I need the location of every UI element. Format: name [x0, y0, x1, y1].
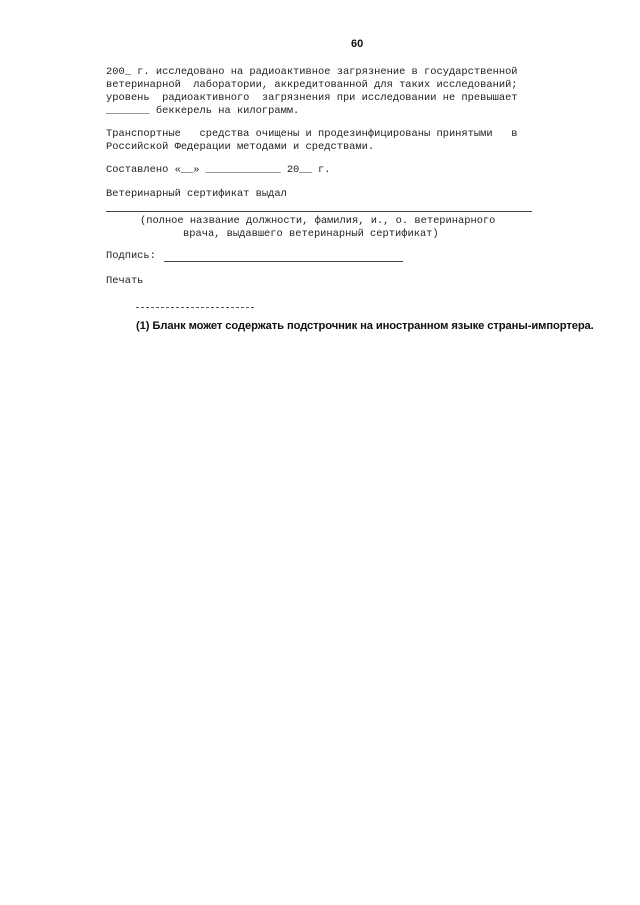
signature-label: Подпись: [106, 250, 156, 262]
lab-line-4: _______ беккерель на килограмм. [106, 105, 300, 117]
issuer-caption-1: (полное название должности, фамилия, и., о. ветеринарного [140, 215, 496, 227]
transport-line-2: Российской Федерации методами и средствами. [106, 141, 375, 153]
lab-line-2: ветеринарной лаборатории, аккредитованной для таких исследований; [106, 79, 518, 91]
transport-line-1: Транспортные средства очищены и продезинфицированы принятыми в [106, 128, 518, 140]
page-number: 60 [351, 38, 364, 50]
signature-line [164, 261, 403, 262]
footnote: (1) Бланк может содержать подстрочник на иностранном языке страны-импортера. [136, 320, 594, 332]
lab-line-1: 200_ г. исследовано на радиоактивное загрязнение в государственной [106, 66, 518, 78]
seal-label: Печать [106, 275, 144, 287]
footnote-separator [136, 307, 254, 308]
issuer-caption-2: врача, выдавшего ветеринарный сертификат) [183, 228, 439, 240]
issuer-label: Ветеринарный сертификат выдал [106, 188, 287, 200]
issuer-name-line [106, 211, 532, 212]
lab-line-3: уровень радиоактивного загрязнения при исследовании не превышает [106, 92, 518, 104]
compiled-date-line: Составлено «__» ____________ 20__ г. [106, 164, 331, 176]
